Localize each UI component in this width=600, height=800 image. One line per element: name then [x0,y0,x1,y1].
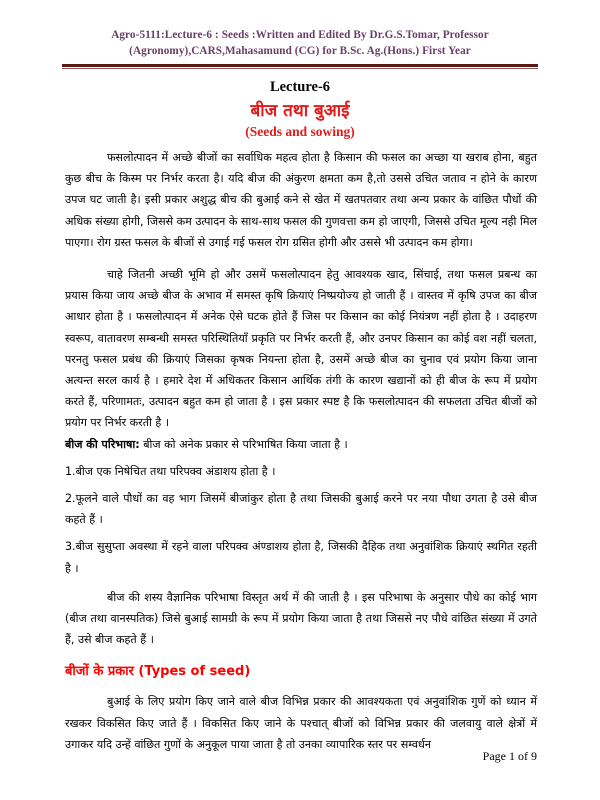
paragraph-gap-1 [65,253,537,264]
hindi-title: बीज तथा बुआई [250,101,350,121]
paragraph-gap-3 [65,683,537,691]
section-heading-types-of-seed: बीजों के प्रकार (Types of seed) [65,664,251,680]
list-item: 3.बीज सुसुप्ता अवस्था में रहने वाला परिपक्व अंण्डाशय होता है, जिसकी दैहिक तथा अनुवांशिक क्रियाएं स्थगित रहती है । [65,540,537,575]
header-line-1: Agro-5111:Lecture-6 : Seeds :Written and Edited By Dr.G.S.Tomar, Professor [111,29,489,41]
list-item: 2.फूलने वाले पौधों का वह भाग जिसमें बीजांकुर होता है तथा जिसकी बुआई करने पर नया पौधा उगता है उसे बीज कहते हैं । [65,492,537,527]
page-footer: Page 1 of 9 [482,749,537,763]
definition-line [65,434,537,455]
paragraph-1: फसलोत्पादन में अच्छे बीजों का सर्वाधिक महत्व होता है किसान की फसल का अच्छा या खराब होना, बहुत कुछ बीच के किस्म पर निर्भर करता है। यदि बीज की अंकुरण क्षमता कम है,तो उससे उचित जताव न होने के कारण उपज घट जाती है। इसी प्रकार अशुद्ध बीच की बुआई कने से खेत में खतपतवार तथा अन्य प्रकार के वांछित पौधों की अधिक संख्या होगी, जिससे कम उत्पादन के साथ-साथ फसल की गुणवत्ता कम हो जाएगी, जिससे उचित मूल्य नही मिल पाएगा। रोग ग्रस्त फसल के बीजों से उगाई गई फसल रोग ग्रसित होगी और उससे भी उत्पादन कम होगा। [65,151,537,249]
lecture-title: Lecture-6 [269,79,331,95]
paragraph-3: बीज की शस्य वैज्ञानिक परिभाषा विस्तृत अर्थ में की जाती है । इस परिभाषा के अनुसार पौधे का कोई भाग (बीज तथा वानस्पतिक) जिसे बुआई सामग्री के रूप में प्रयोग किया जाता है तथा जिससे नए पौधे वांछित संख्या में उगते हैं, उसे बीज कहते हैं । [65,590,537,647]
document-header [0,0,600,59]
paragraph-gap-2 [65,579,537,587]
definition-rest: बीज को अनेक प्रकार से परिभाषित किया जाता है । [139,437,348,451]
header-divider-thin [62,68,538,69]
title-block [0,78,600,141]
header-line-2: (Agronomy),CARS,Mahasamund (CG) for B.Sc. Ag.(Hons.) First Year [129,44,471,57]
list-item: 1.बीज एक निषेचित तथा परिपक्व अंडाशय होता है । [65,464,276,478]
paragraph-2: चाहे जितनी अच्छी भूमि हो और उसमें फसलोत्पादन हेतु आवश्यक खाद, सिंचाई, तथा फसल प्रबन्ध का प्रयास किया जाय अच्छे बीज के अभाव में समस्त कृषि क्रियाएं निष्प्रयोज्य हो जाती हैं । वास्तव में कृषि उपज का बीज आधार होता है । फसलोत्पादन में अनेक ऐसे घटक होते हैं जिस पर किसान का कोई नियंत्रण नहीं होता है । उदाहरण स्वरूप, वातावरण सम्बन्धी समस्त परिस्थितियाँ प्रकृति पर निर्भर करती हैं, और उनपर किसान का कोई वश नहीं चलता, परनतु फसल प्रबंध की क्रियाएं जिसका कृषक नियन्ता होता है, उसमें अच्छे बीज का चुनाव एवं प्रयोग किया जाना अत्यन्त सरल कार्य है । हमारे देश में अधिकतर किसान आर्थिक तंगी के कारण खद्यानों को ही बीज के रूप में प्रयोग करते हैं, परिणामतः, उत्पादन बहुत कम हो जाता है । इस प्रकार स्पष्ट है कि फसलोत्पादन की सफलता उचित बीजों को प्रयोग पर निर्भर करती है । [65,268,537,430]
definition-label: बीज की परिभाषा: [65,437,140,451]
header-divider [62,64,538,69]
paragraph-4: बुआई के लिए प्रयोग किए जाने वाले बीज विभिन्न प्रकार की आवश्यकता एवं अनुवांशिक गुणें को ध्यान में रखकर विकसित किए जाते हैं । विकसित किए जाने के पश्चात् बीजों को विभिन्न प्रकार की जलवायु वाले क्षेत्रों में उगाकर यदि उन्हें वांछित गुणों के अनुकूल पाया जाता है तो उनका व्यापारिक स्तर पर सम्वर्धन [65,695,537,751]
document-body [0,147,600,755]
heading-gap [65,650,537,661]
english-subtitle: (Seeds and sowing) [245,124,355,139]
